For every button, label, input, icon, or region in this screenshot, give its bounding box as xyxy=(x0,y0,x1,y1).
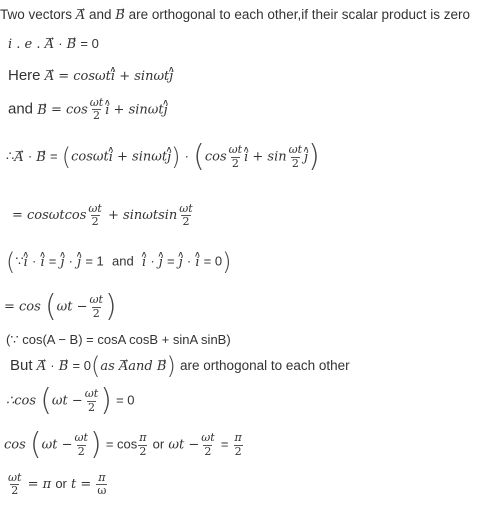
sin-term: + sinωt xyxy=(117,149,168,165)
cos-label: = cos xyxy=(4,299,41,315)
denominator: 2 xyxy=(234,444,242,458)
left-paren: ( xyxy=(29,427,42,462)
vector-a: → A xyxy=(45,36,54,54)
omega-t-minus: ωt − xyxy=(51,393,83,409)
j-hat: ∧ j xyxy=(167,149,171,167)
left-paren: ( xyxy=(90,352,101,380)
j-hat: ∧ j xyxy=(179,254,183,272)
sin-label: + sin xyxy=(252,149,287,165)
vector-b: → B xyxy=(115,7,125,25)
fraction xyxy=(7,472,22,497)
vector-a: → A xyxy=(37,358,46,376)
omega-t-minus: ωt − xyxy=(41,437,73,453)
i-hat: ∧ i xyxy=(109,149,113,167)
right-paren: ) xyxy=(222,248,232,276)
vector-a: → A xyxy=(119,358,128,376)
dot-product-expansion xyxy=(6,139,320,174)
denominator: ω xyxy=(97,484,107,498)
i-hat: ∧ i xyxy=(24,254,28,272)
equals: = xyxy=(166,253,175,269)
right-paren: ) xyxy=(171,143,181,171)
numerator: π xyxy=(139,431,147,445)
vector-a: → A xyxy=(76,7,85,25)
trig-identity-note xyxy=(6,331,231,349)
dot-operator: · xyxy=(186,253,192,269)
orthogonal-text: are orthogonal to each other xyxy=(180,357,350,373)
denominator: 2 xyxy=(231,156,239,170)
i-hat: ∧ i xyxy=(244,149,248,167)
fraction xyxy=(138,432,147,457)
here-label: Here xyxy=(8,67,41,84)
left-paren: ( xyxy=(6,248,16,276)
equals-zero: = 0 xyxy=(80,36,99,51)
left-paren: ( xyxy=(193,139,205,174)
scalar-product-zero-line xyxy=(8,35,99,54)
fraction xyxy=(288,144,303,169)
cos-product: = cosωtcos xyxy=(12,208,87,224)
numerator: ωt xyxy=(88,202,102,215)
numerator: ωt xyxy=(179,202,193,215)
i-hat: ∧ i xyxy=(111,68,115,86)
equals: = xyxy=(220,436,229,452)
cos-pi-over-two xyxy=(4,427,244,462)
i-hat: ∧ i xyxy=(195,254,199,272)
dot-operator: · xyxy=(27,148,33,164)
cos-label: cos xyxy=(4,437,26,453)
or-label: or xyxy=(152,436,165,452)
and-label: and xyxy=(128,358,153,374)
numerator: ωt xyxy=(288,143,303,157)
equals-zero: = 0 xyxy=(203,253,223,269)
identity-text: (∵ cos(A − B) = cosA cosB + sinA sinB) xyxy=(6,332,231,347)
fraction xyxy=(87,203,102,228)
fraction xyxy=(228,144,243,169)
numerator: ωt xyxy=(89,96,104,109)
vector-b: → B xyxy=(37,102,47,120)
i-hat: ∧ i xyxy=(105,102,109,120)
j-hat: ∧ j xyxy=(159,254,163,272)
t-equals: t = xyxy=(71,477,92,493)
vector-a: → A xyxy=(45,68,54,86)
because-symbol: ∵ xyxy=(15,253,24,269)
denominator: 2 xyxy=(92,109,100,123)
j-hat: ∧ j xyxy=(77,254,81,272)
i-hat: ∧ i xyxy=(40,254,44,272)
unit-vector-identities xyxy=(6,250,231,274)
fraction xyxy=(89,97,104,122)
fraction xyxy=(84,388,99,413)
dot-operator: · xyxy=(50,357,55,373)
final-result xyxy=(6,472,108,497)
dot-operator: · xyxy=(31,253,37,269)
or-label: or xyxy=(55,476,67,492)
vector-b: → B xyxy=(36,149,46,167)
sin-term: + sinωt xyxy=(119,69,170,84)
statement-line xyxy=(0,6,470,25)
fraction xyxy=(178,203,193,228)
equals-zero: = 0 xyxy=(72,357,91,373)
vector-b-definition xyxy=(8,97,168,122)
ie-label: i . e . xyxy=(8,37,41,52)
j-hat: ∧ j xyxy=(169,68,173,86)
numerator: ωt xyxy=(89,293,103,307)
orthogonality-condition xyxy=(10,354,350,378)
numerator: ωt xyxy=(8,471,22,484)
as-label: as xyxy=(100,358,115,374)
j-hat: ∧ j xyxy=(61,254,65,272)
left-paren: ( xyxy=(40,383,52,418)
denominator: 2 xyxy=(11,484,19,498)
product-expansion xyxy=(12,203,195,228)
vector-b: → B xyxy=(59,358,69,376)
denominator: 2 xyxy=(204,444,212,458)
i-hat: ∧ i xyxy=(142,254,146,272)
numerator: π xyxy=(234,431,242,445)
right-paren: ) xyxy=(166,352,176,380)
therefore-cos: ∴cos xyxy=(6,393,37,409)
fraction xyxy=(200,432,215,457)
and-label: and xyxy=(8,100,34,118)
left-paren: ( xyxy=(61,143,72,171)
right-paren: ) xyxy=(104,289,117,324)
fraction xyxy=(96,472,107,497)
but-label: But xyxy=(10,356,33,374)
j-hat: ∧ j xyxy=(304,149,308,167)
right-paren: ) xyxy=(308,139,320,174)
dot-operator: · xyxy=(68,253,74,269)
j-hat: ∧ j xyxy=(164,102,168,120)
cos-label: cos xyxy=(204,149,227,165)
vector-b: → B xyxy=(157,358,167,376)
dot-operator: · xyxy=(184,148,189,164)
numerator: ωt xyxy=(201,431,215,445)
cos-term: = cosωt xyxy=(58,69,111,84)
right-paren: ) xyxy=(100,383,112,418)
denominator: 2 xyxy=(92,306,100,320)
text: are orthogonal to each other,if their scalar product is zero xyxy=(128,7,471,22)
numerator: π xyxy=(98,471,106,484)
text: Two vectors xyxy=(0,7,73,22)
therefore-symbol: ∴ xyxy=(6,148,15,164)
sin-term: + sinωt xyxy=(113,102,164,118)
equals: = xyxy=(50,148,58,164)
denominator: 2 xyxy=(77,444,85,458)
equals: = xyxy=(48,253,57,269)
equals-cos: = cos xyxy=(105,436,138,452)
denominator: 2 xyxy=(87,400,96,414)
equals-one: = 1 xyxy=(85,253,104,269)
left-paren: ( xyxy=(44,289,57,324)
fraction xyxy=(234,432,243,457)
vector-a-definition xyxy=(8,67,173,86)
cos-term: cosωt xyxy=(71,149,109,165)
dot-operator: · xyxy=(58,36,63,51)
equals-zero: = 0 xyxy=(116,392,135,408)
cos-equals-zero xyxy=(6,383,135,418)
omega-t-minus: ωt − xyxy=(56,299,88,315)
numerator: ωt xyxy=(228,143,243,157)
and-label: and xyxy=(112,253,134,269)
sin-product: + sinωtsin xyxy=(108,208,178,224)
denominator: 2 xyxy=(139,444,147,458)
cos-label: = cos xyxy=(50,102,88,118)
cos-difference-result xyxy=(4,289,117,324)
equals-pi: = π xyxy=(27,477,52,493)
denominator: 2 xyxy=(182,215,190,229)
numerator: ωt xyxy=(84,387,99,401)
numerator: ωt xyxy=(74,431,88,445)
dot-operator: · xyxy=(150,253,155,269)
denominator: 2 xyxy=(91,215,99,229)
vector-a: → A xyxy=(14,149,23,167)
fraction xyxy=(74,432,89,457)
omega-t-minus: ωt − xyxy=(168,437,200,453)
denominator: 2 xyxy=(291,156,299,170)
right-paren: ) xyxy=(89,427,102,462)
fraction xyxy=(89,294,104,319)
vector-b: → B xyxy=(67,36,77,54)
text: and xyxy=(88,7,112,22)
